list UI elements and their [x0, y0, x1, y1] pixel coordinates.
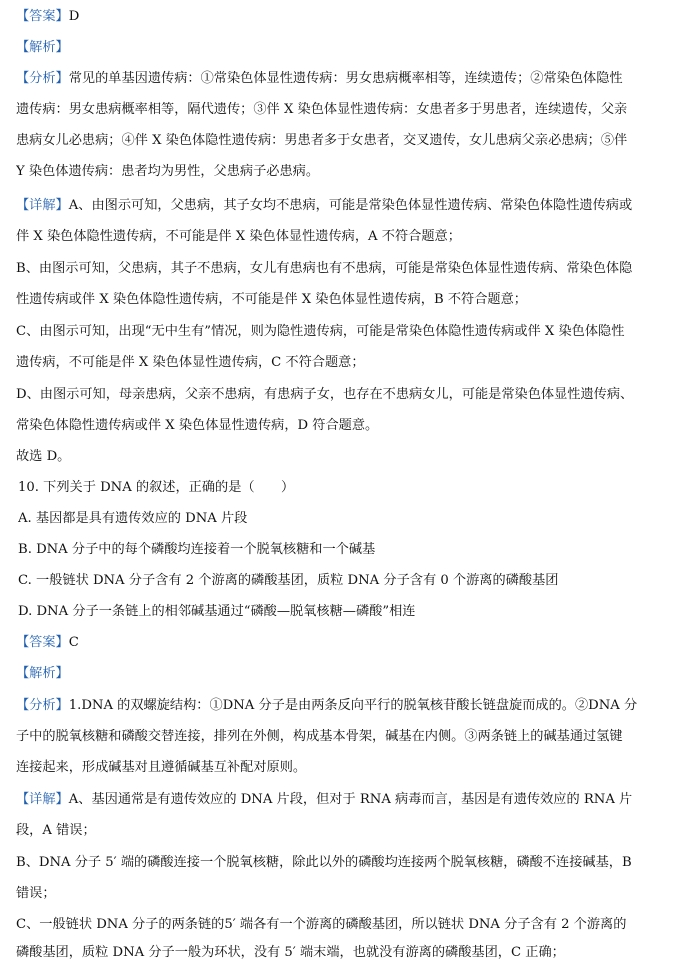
q10-option-d: D. DNA 分子一条链上的相邻碱基通过“磷酸—脱氧核糖—磷酸”相连: [18, 604, 416, 619]
q9-detail-line: B、由图示可知，父患病，其子不患病，女儿有患病也有不患病，可能是常染色体显性遗传病、常染色体隐: [16, 261, 633, 276]
q10-analysis-tag: 【解析】: [16, 666, 69, 681]
q9-detail-line: [16, 194, 676, 218]
q9-detail-line: 常染色体隐性遗传病或伴 X 染色体显性遗传病，D 符合题意。: [16, 418, 379, 433]
answer-value: D: [68, 9, 80, 24]
answer-tag: 【答案】: [16, 635, 69, 650]
q10-detail-line: 错误；: [16, 886, 56, 901]
q10-detail-line: [16, 788, 676, 812]
q10-detail-line: 磷酸基团，质粒 DNA 分子一般为环状，没有 5′ 端末端，也就没有游离的磷酸基团，C 正确；: [16, 945, 565, 960]
section-text: A、基因通常是有遗传效应的 DNA 片段，但对于 RNA 病毒而言，基因是有遗传效应的 RNA 片: [68, 792, 633, 807]
q10-detail-line: 段，A 错误；: [16, 823, 96, 838]
q9-analysis-line: [16, 67, 676, 91]
q9-detail-line: 伴 X 染色体隐性遗传病，不可能是伴 X 染色体显性遗传病，A 不符合题意；: [16, 229, 461, 244]
q10-option-a: A. 基因都是具有遗传效应的 DNA 片段: [18, 511, 248, 526]
q9-analysis-line: Y 染色体遗传病：患者均为男性，父患病子必患病。: [16, 164, 320, 179]
q9-answer-line: [16, 5, 676, 29]
section-tag: 【分析】: [16, 71, 69, 86]
section-tag: 【详解】: [16, 198, 69, 213]
answer-tag: 【答案】: [16, 9, 69, 24]
q9-detail-line: C、由图示可知，出现“无中生有”情况，则为隐性遗传病，可能是常染色体隐性遗传病或伴 X 染色体隐性: [16, 324, 625, 339]
answer-value: C: [68, 635, 79, 650]
q10-option-b: B. DNA 分子中的每个磷酸均连接着一个脱氧核糖和一个碱基: [18, 542, 376, 557]
q9-analysis-line: 遗传病：男女患病概率相等，隔代遗传；③伴 X 染色体显性遗传病：女患者多于男患者，连续遗传，父亲: [16, 102, 628, 117]
section-text: 1.DNA 的双螺旋结构：①DNA 分子是由两条反向平行的脱氧核苷酸长链盘旋而成的。②DNA 分: [68, 698, 638, 713]
q10-stem: 10. 下列关于 DNA 的叙述，正确的是（ ）: [18, 480, 295, 495]
section-tag: 【详解】: [16, 792, 69, 807]
q10-detail-line: C、一般链状 DNA 分子的两条链的5′ 端各有一个游离的磷酸基团，所以链状 DNA 分子含有 2 个游离的: [16, 917, 627, 932]
q9-detail-line: 遗传病，不可能是伴 X 染色体显性遗传病，C 不符合题意；: [16, 355, 365, 370]
section-tag: 【分析】: [16, 698, 69, 713]
q9-conclusion: 故选 D。: [16, 449, 71, 464]
q9-detail-line: 性遗传病或伴 X 染色体隐性遗传病，不可能是伴 X 染色体显性遗传病，B 不符合题意；: [16, 292, 527, 307]
q9-detail-line: D、由图示可知，母亲患病，父亲不患病，有患病子女，也存在不患病女儿，可能是常染色体显性遗传病、: [16, 387, 634, 402]
q10-detail-line: B、DNA 分子 5′ 端的磷酸连接一个脱氧核糖，除此以外的磷酸均连接两个脱氧核糖，磷酸不连接碱基，B: [16, 855, 632, 870]
q10-analysis-line: 连接起来，形成碱基对且遵循碱基互补配对原则。: [16, 760, 307, 775]
q10-analysis-line: 子中的脱氧核糖和磷酸交替连接，排列在外侧，构成基本骨架，碱基在内侧。③两条链上的碱基通过氢键: [16, 729, 623, 744]
section-text: 常见的单基因遗传病：①常染色体显性遗传病：男女患病概率相等，连续遗传；②常染色体隐性: [68, 71, 623, 86]
q10-answer-line: [16, 631, 676, 655]
section-text: A、由图示可知，父患病，其子女均不患病，可能是常染色体显性遗传病、常染色体隐性遗传病或: [68, 198, 633, 213]
q10-option-c: C. 一般链状 DNA 分子含有 2 个游离的磷酸基团，质粒 DNA 分子含有 0 个游离的磷酸基团: [18, 573, 559, 588]
q10-analysis-line: [16, 694, 676, 718]
q9-analysis-line: 患病女儿必患病；④伴 X 染色体隐性遗传病：男患者多于女患者，交叉遗传，女儿患病父亲必患病；⑤伴: [16, 133, 628, 148]
q9-analysis-tag: 【解析】: [16, 40, 69, 55]
